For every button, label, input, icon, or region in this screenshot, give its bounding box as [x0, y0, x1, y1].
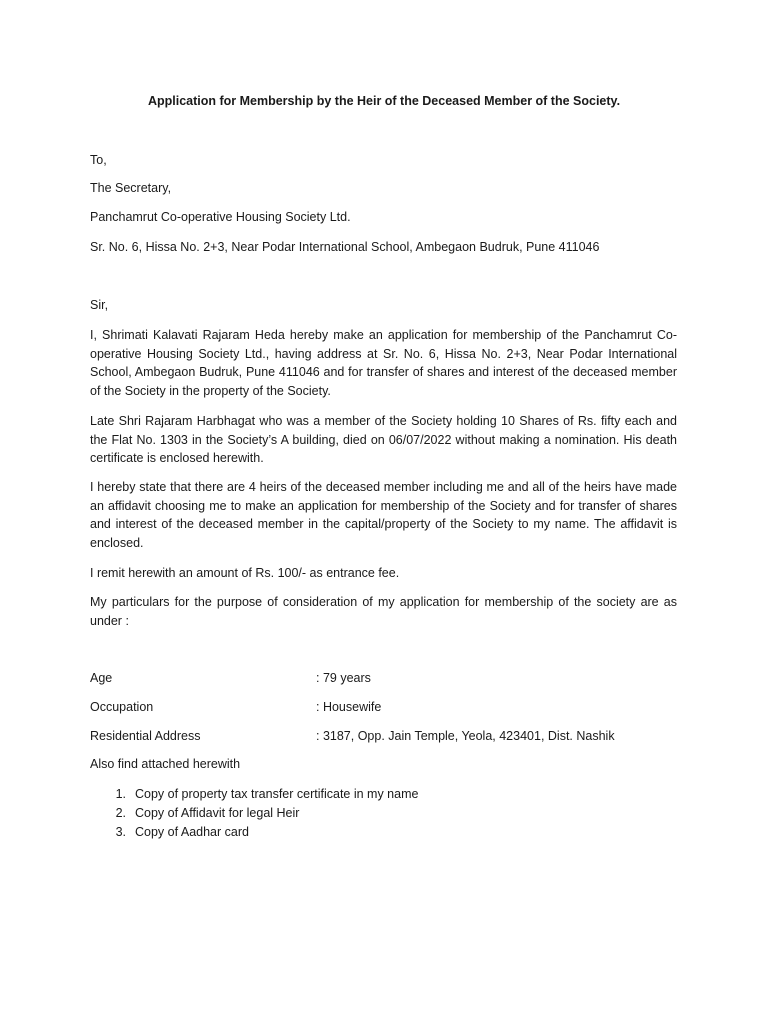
greeting: Sir, [90, 298, 109, 312]
list-item-number: 2. [115, 806, 126, 820]
particular-value-address: : 3187, Opp. Jain Temple, Yeola, 423401, Dist. Nashik [316, 729, 615, 743]
document-title: Application for Membership by the Heir of the Deceased Member of the Society. [147, 94, 621, 108]
paragraph-application: I, Shrimati Kalavati Rajaram Heda hereby make an application for membership of the Panchamrut Co-operative Housing Society Ltd., having address at Sr. No. 6, Hissa No. 2+3, Near Podar International School, Ambegaon Budruk, Pune 411046 and for transfer of shares and interest of the deceased member of the Society in the property of the Society. [90, 328, 677, 398]
paragraph-heirs: I hereby state that there are 4 heirs of the deceased member including me and all of the heirs have made an affidavit choosing me to make an application for membership of the Society and for transfer of shares and interest of the deceased member in the capital/property of the Society to my name. The affidavit is enclosed. [90, 480, 677, 550]
salutation-to: To, [90, 153, 107, 167]
list-item-text: Copy of Aadhar card [135, 825, 249, 839]
particular-value-occupation: : Housewife [316, 700, 382, 714]
society-address-line: Sr. No. 6, Hissa No. 2+3, Near Podar International School, Ambegaon Budruk, Pune 411046 [90, 240, 600, 254]
list-item-text: Copy of property tax transfer certificate in my name [135, 787, 419, 801]
particular-label-occupation: Occupation [90, 700, 154, 714]
particular-label-address: Residential Address [90, 729, 201, 743]
attachments-intro: Also find attached herewith [90, 757, 241, 771]
list-item-number: 1. [115, 787, 126, 801]
particular-value-age: : 79 years [316, 671, 371, 685]
particular-label-age: Age [90, 671, 113, 685]
paragraph-deceased-member: Late Shri Rajaram Harbhagat who was a member of the Society holding 10 Shares of Rs. fifty each and the Flat No. 1303 in the Society’s A building, died on 06/07/2022 without making a nomination. His death certificate is enclosed herewith. [90, 414, 677, 465]
paragraph-particulars-intro: My particulars for the purpose of consideration of my application for membership of the society are as under : [90, 595, 677, 628]
list-item-number: 3. [115, 825, 126, 839]
recipient-line: The Secretary, [90, 181, 172, 195]
list-item-text: Copy of Affidavit for legal Heir [135, 806, 300, 820]
society-name-line: Panchamrut Co-operative Housing Society Ltd. [90, 210, 351, 224]
paragraph-entrance-fee: I remit herewith an amount of Rs. 100/- as entrance fee. [90, 566, 400, 580]
